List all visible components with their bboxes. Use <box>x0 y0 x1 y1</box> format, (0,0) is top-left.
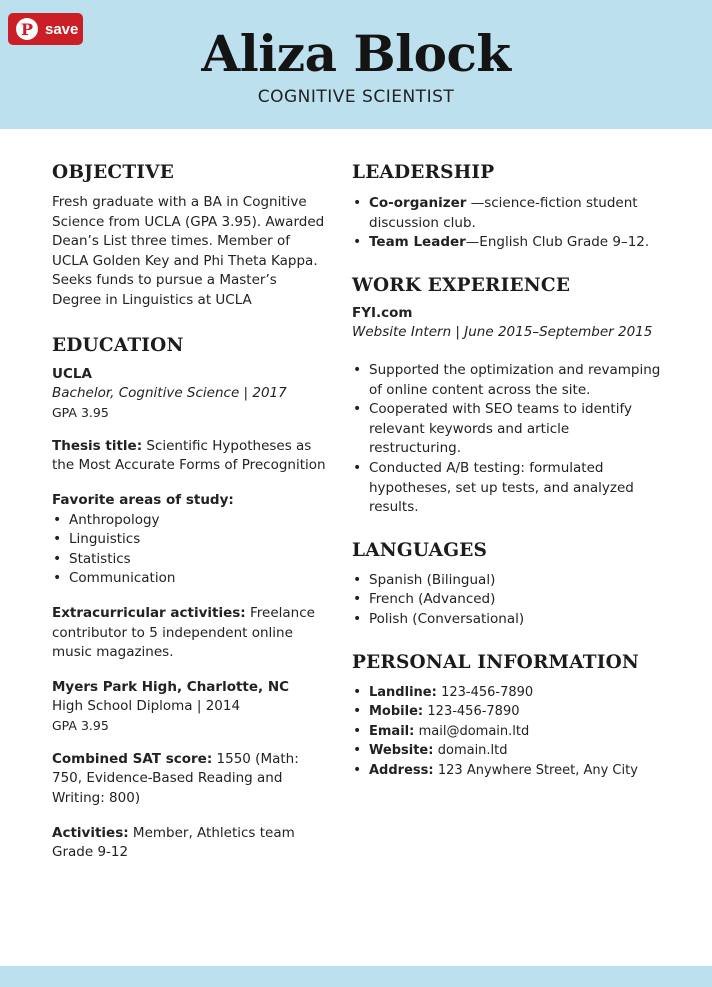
personal-heading: PERSONAL INFORMATION <box>352 651 640 673</box>
leadership-desc: —science-fiction student discussion club. <box>369 195 638 231</box>
sat-text: 1550 (Math: 750, Evidence-Based Reading and Writing: 800) <box>52 750 299 807</box>
personal-label: Website: <box>369 743 434 759</box>
list-item: • Conducted A/B testing: formulated hypotheses, set up tests, and analyzed results. <box>352 459 692 518</box>
right-column <box>352 162 692 780</box>
list-item: • Linguistics <box>52 530 327 550</box>
work-company: FYI.com <box>352 304 413 321</box>
favorites-list <box>52 511 327 589</box>
list-item: • Anthropology <box>52 511 327 531</box>
personal-value: 123-456-7890 <box>427 704 520 720</box>
sat-label: Combined SAT score: <box>52 750 213 767</box>
list-item: • French (Advanced) <box>352 590 692 610</box>
extracurricular-label: Extracurricular activities: <box>52 604 246 621</box>
leadership-role: Co-organizer <box>369 195 467 211</box>
list-item: • Spanish (Bilingual) <box>352 571 692 591</box>
personal-label: Mobile: <box>369 704 424 720</box>
list-item <box>352 194 692 233</box>
personal-label: Landline: <box>369 684 437 700</box>
list-item <box>352 761 692 781</box>
thesis-block <box>52 437 327 476</box>
favorites-label: Favorite areas of study: <box>52 491 234 508</box>
list-item: • Statistics <box>52 550 327 570</box>
list-item: • Supported the optimization and revamping of online content across the site. <box>352 361 692 400</box>
gpa-line: GPA 3.95 <box>52 404 109 420</box>
activities-text: Member, Athletics team Grade 9-12 <box>52 824 295 861</box>
pinterest-icon: P <box>16 18 38 40</box>
personal-value: 123-456-7890 <box>441 684 534 700</box>
work-role: Website Intern | June 2015–September 2015 <box>352 324 653 341</box>
list-item <box>352 683 692 703</box>
high-school-name: Myers Park High, Charlotte, NC <box>52 678 290 695</box>
list-item <box>352 741 692 761</box>
objective-text: Fresh graduate with a BA in Cognitive Science from UCLA (GPA 3.95). Awarded Dean’s List three times. Member of UCLA Golden Key and Phi Theta Kappa. Seeks funds to pursue a Master’s Degree in Linguistics at UCLA <box>52 194 325 308</box>
leadership-role: Team Leader <box>369 234 466 251</box>
list-item: • Communication <box>52 569 327 589</box>
save-label: save <box>45 20 79 38</box>
personal-value: mail@domain.ltd <box>418 723 530 739</box>
list-item <box>352 702 692 722</box>
personal-list <box>352 683 692 781</box>
personal-label: Email: <box>369 723 415 739</box>
left-column <box>52 162 327 863</box>
objective-heading: OBJECTIVE <box>52 162 175 183</box>
work-bullets <box>352 361 692 518</box>
personal-label: Address: <box>369 762 434 778</box>
languages-list <box>352 571 692 630</box>
hs-gpa-line: GPA 3.95 <box>52 717 109 733</box>
footer-band <box>0 966 712 987</box>
leadership-heading: LEADERSHIP <box>352 162 495 183</box>
extracurricular-text: Freelance contributor to 5 independent online music magazines. <box>52 604 315 661</box>
thesis-text: Scientific Hypotheses as the Most Accurate Forms of Precognition <box>52 437 326 474</box>
list-item: • Polish (Conversational) <box>352 610 692 630</box>
activities-label: Activities: <box>52 824 129 841</box>
school-name: UCLA <box>52 365 92 382</box>
degree-line: Bachelor, Cognitive Science | 2017 <box>52 385 287 402</box>
education-heading: EDUCATION <box>52 334 184 356</box>
extracurricular-block <box>52 604 327 663</box>
personal-value: 123 Anywhere Street, Any City <box>437 762 638 778</box>
work-heading: WORK EXPERIENCE <box>352 274 571 296</box>
hs-diploma-line: High School Diploma | 2014 <box>52 698 241 715</box>
leadership-desc: —English Club Grade 9–12. <box>465 234 650 251</box>
list-item <box>352 233 692 253</box>
sat-block <box>52 750 327 809</box>
thesis-label: Thesis title: <box>52 437 143 454</box>
leadership-list <box>352 194 692 253</box>
languages-heading: LANGUAGES <box>352 539 488 561</box>
list-item: • Cooperated with SEO teams to identify relevant keywords and article restructuring. <box>352 400 692 459</box>
activities-block <box>52 824 327 863</box>
personal-value: domain.ltd <box>437 743 508 759</box>
resume-job-title: COGNITIVE SCIENTIST <box>257 87 455 107</box>
list-item <box>352 722 692 742</box>
resume-name: Aliza Block <box>201 24 511 83</box>
